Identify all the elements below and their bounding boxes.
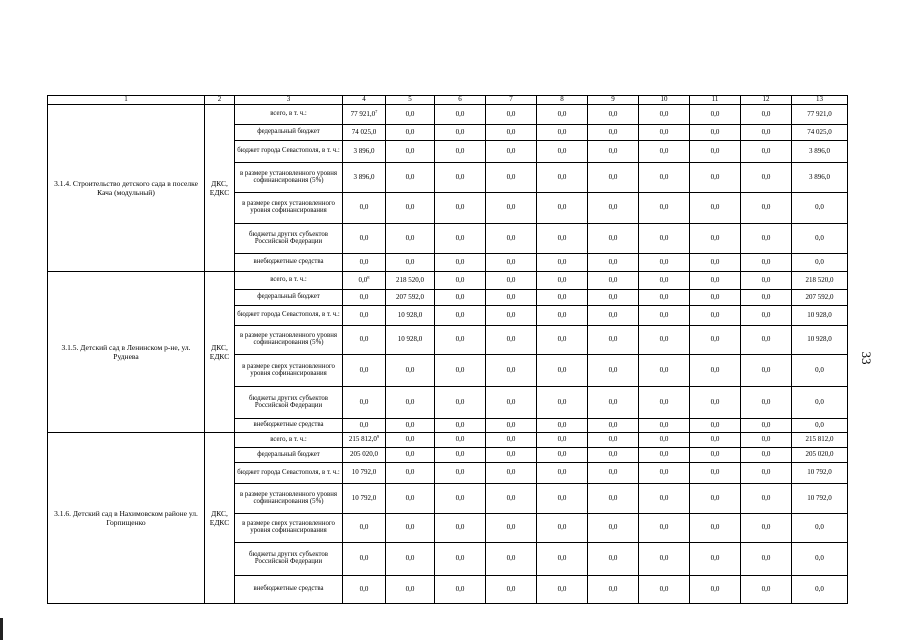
project-name: 3.1.4. Строительство детского сада в поселке Кача (модульный) — [48, 105, 205, 272]
funding-source: в размере сверх установленного уровня софинансирования — [235, 193, 343, 224]
value-cell: 0,0 — [537, 141, 588, 163]
value-cell: 0,0 — [537, 448, 588, 463]
value-cell: 0,0 — [386, 105, 435, 125]
value-cell: 0,0 — [386, 125, 435, 141]
value-cell: 0,0 — [537, 463, 588, 484]
value-text: 0,0 — [359, 292, 369, 301]
value-cell: 0,0 — [588, 272, 639, 290]
value-cell: 0,0 — [386, 543, 435, 576]
value-cell: 0,0 — [588, 326, 639, 355]
funding-source: всего, в т. ч.: — [235, 105, 343, 125]
value-cell: 0,0 — [435, 125, 486, 141]
value-cell: 0,0 — [588, 290, 639, 306]
value-cell: 0,0 — [486, 163, 537, 193]
value-cell: 0,0 — [588, 463, 639, 484]
total-cell: 0,0 — [792, 543, 848, 576]
value-cell: 0,0 — [588, 484, 639, 514]
value-cell: 0,0 — [486, 193, 537, 224]
total-cell: 0,0 — [792, 419, 848, 433]
total-cell: 74 025,0 — [792, 125, 848, 141]
total-cell: 207 592,0 — [792, 290, 848, 306]
value-cell: 0,0 — [537, 125, 588, 141]
value-cell: 0,0 — [741, 448, 792, 463]
value-cell: 0,0 — [588, 306, 639, 326]
value-cell — [343, 355, 386, 387]
total-cell: 0,0 — [792, 224, 848, 254]
value-cell: 0,0 — [741, 433, 792, 448]
value-cell: 0,0 — [639, 484, 690, 514]
value-cell: 0,0 — [537, 543, 588, 576]
value-cell: 0,0 — [386, 576, 435, 604]
value-cell: 0,0 — [486, 419, 537, 433]
value-cell: 0,0 — [537, 105, 588, 125]
value-cell — [343, 543, 386, 576]
value-cell: 0,0 — [639, 105, 690, 125]
value-cell: 0,0 — [435, 433, 486, 448]
value-cell: 0,0 — [690, 125, 741, 141]
value-cell: 0,0 — [537, 290, 588, 306]
value-cell: 0,0 — [537, 355, 588, 387]
value-cell: 218 520,0 — [386, 272, 435, 290]
value-cell: 0,0 — [741, 254, 792, 272]
value-cell: 0,0 — [486, 463, 537, 484]
value-text: 0,0 — [359, 584, 369, 593]
value-cell — [343, 224, 386, 254]
total-cell: 10 792,0 — [792, 484, 848, 514]
value-cell: 0,0 — [690, 543, 741, 576]
value-text: 10 792,0 — [351, 493, 377, 502]
funding-source: бюджет города Севастополя, в т. ч.: — [235, 463, 343, 484]
value-cell: 0,0 — [639, 272, 690, 290]
value-cell: 0,0 — [639, 254, 690, 272]
value-cell: 0,0 — [537, 484, 588, 514]
value-cell: 0,0 — [741, 576, 792, 604]
value-cell: 0,0 — [486, 141, 537, 163]
funding-source: бюджет города Севастополя, в т. ч.: — [235, 141, 343, 163]
value-cell: 0,0 — [741, 326, 792, 355]
value-text: 0,0 — [359, 523, 369, 532]
value-cell: 0,0 — [639, 576, 690, 604]
total-cell: 10 792,0 — [792, 463, 848, 484]
total-cell: 0,0 — [792, 514, 848, 543]
value-cell: 0,0 — [537, 433, 588, 448]
value-cell: 0,0 — [741, 419, 792, 433]
total-cell: 10 928,0 — [792, 326, 848, 355]
value-cell: 0,0 — [486, 290, 537, 306]
total-cell: 10 928,0 — [792, 306, 848, 326]
value-cell: 0,0 — [741, 193, 792, 224]
value-cell: 0,0 — [741, 224, 792, 254]
value-cell: 0,0 — [486, 272, 537, 290]
footnote-mark: 7 — [375, 108, 378, 114]
value-cell: 0,0 — [435, 484, 486, 514]
value-cell: 0,0 — [435, 105, 486, 125]
total-cell: 215 812,0 — [792, 433, 848, 448]
page-number: 33 — [859, 351, 874, 365]
value-cell — [343, 448, 386, 463]
column-number: 10 — [639, 96, 690, 105]
value-text: 0,0 — [359, 365, 369, 374]
value-text: 0,0 — [359, 554, 369, 563]
total-cell: 0,0 — [792, 254, 848, 272]
column-number: 3 — [235, 96, 343, 105]
column-number: 6 — [435, 96, 486, 105]
funding-source: бюджеты других субъектов Российской Федерации — [235, 387, 343, 419]
value-cell: 0,0 — [386, 254, 435, 272]
funding-source: в размере сверх установленного уровня софинансирования — [235, 514, 343, 543]
value-cell — [343, 463, 386, 484]
value-cell — [343, 290, 386, 306]
value-cell: 0,0 — [588, 254, 639, 272]
column-number: 12 — [741, 96, 792, 105]
value-cell: 0,0 — [537, 193, 588, 224]
value-cell: 0,0 — [690, 163, 741, 193]
value-cell: 0,0 — [690, 326, 741, 355]
value-cell: 0,0 — [486, 448, 537, 463]
value-cell: 0,0 — [588, 514, 639, 543]
value-cell: 0,0 — [537, 306, 588, 326]
value-cell: 0,0 — [588, 163, 639, 193]
funding-source: в размере сверх установленного уровня софинансирования — [235, 355, 343, 387]
column-number: 11 — [690, 96, 741, 105]
value-cell — [343, 254, 386, 272]
value-text: 205 020,0 — [350, 450, 378, 459]
table-row — [48, 272, 848, 290]
value-cell: 0,0 — [537, 514, 588, 543]
total-cell: 77 921,0 — [792, 105, 848, 125]
value-text: 0,0 — [359, 335, 369, 344]
value-cell: 0,0 — [435, 224, 486, 254]
value-cell: 0,0 — [486, 355, 537, 387]
column-number: 2 — [205, 96, 235, 105]
value-cell: 0,0 — [386, 387, 435, 419]
value-cell: 0,0 — [639, 433, 690, 448]
value-cell: 0,0 — [486, 543, 537, 576]
value-text: 3 896,0 — [353, 146, 375, 155]
column-number: 1 — [48, 96, 205, 105]
value-cell: 0,0 — [435, 543, 486, 576]
value-cell: 0,0 — [741, 105, 792, 125]
funding-source: внебюджетные средства — [235, 254, 343, 272]
value-cell — [343, 193, 386, 224]
value-cell: 0,0 — [386, 514, 435, 543]
value-cell: 0,0 — [386, 433, 435, 448]
value-text: 0,0 — [359, 203, 369, 212]
value-cell: 0,0 — [639, 163, 690, 193]
value-cell: 0,0 — [741, 125, 792, 141]
value-cell: 0,0 — [690, 290, 741, 306]
value-cell: 0,0 — [588, 105, 639, 125]
funding-source: федеральный бюджет — [235, 125, 343, 141]
project-name: 3.1.6. Детский сад в Нахимовском районе ул. Горпищенко — [48, 433, 205, 604]
value-cell: 0,0 — [741, 306, 792, 326]
value-cell: 0,0 — [639, 419, 690, 433]
value-cell: 0,0 — [639, 125, 690, 141]
value-cell: 0,0 — [741, 514, 792, 543]
value-cell: 0,0 — [690, 419, 741, 433]
value-cell — [343, 387, 386, 419]
value-cell: 0,0 — [386, 224, 435, 254]
footnote-mark: 9 — [376, 434, 380, 440]
value-cell: 0,0 — [486, 105, 537, 125]
value-cell: 0,0 — [639, 193, 690, 224]
value-cell: 0,0 — [690, 514, 741, 543]
value-cell: 0,0 — [639, 290, 690, 306]
value-text: 0,0 — [359, 420, 369, 429]
value-cell: 0,0 — [690, 448, 741, 463]
funding-source: в размере установленного уровня софинансирования (5%) — [235, 326, 343, 355]
value-text: 0,0 — [359, 310, 369, 319]
value-cell: 0,0 — [486, 254, 537, 272]
value-cell: 0,0 — [435, 448, 486, 463]
value-cell: 0,0 — [690, 141, 741, 163]
total-cell: 205 020,0 — [792, 448, 848, 463]
value-cell — [343, 272, 386, 290]
value-cell: 0,0 — [386, 163, 435, 193]
value-cell: 0,0 — [741, 484, 792, 514]
total-cell: 0,0 — [792, 387, 848, 419]
total-cell: 218 520,0 — [792, 272, 848, 290]
value-cell — [343, 163, 386, 193]
value-cell: 0,0 — [486, 306, 537, 326]
value-cell — [343, 141, 386, 163]
value-text: 10 792,0 — [351, 468, 377, 477]
value-cell: 0,0 — [588, 419, 639, 433]
value-cell: 10 928,0 — [386, 326, 435, 355]
value-cell: 0,0 — [486, 433, 537, 448]
value-text: 0,0 — [359, 233, 369, 242]
value-cell: 0,0 — [486, 125, 537, 141]
total-cell: 3 896,0 — [792, 141, 848, 163]
value-cell: 0,0 — [386, 141, 435, 163]
value-cell: 0,0 — [588, 448, 639, 463]
value-cell: 0,0 — [639, 326, 690, 355]
column-number: 9 — [588, 96, 639, 105]
total-cell: 3 896,0 — [792, 163, 848, 193]
value-cell: 0,0 — [435, 254, 486, 272]
value-cell: 0,0 — [435, 514, 486, 543]
funding-source: федеральный бюджет — [235, 448, 343, 463]
value-cell: 0,0 — [588, 125, 639, 141]
value-cell: 0,0 — [690, 576, 741, 604]
value-text: 77 921,0 — [350, 109, 376, 118]
funding-source: внебюджетные средства — [235, 419, 343, 433]
value-cell: 0,0 — [435, 141, 486, 163]
value-cell: 0,0 — [486, 326, 537, 355]
column-number: 8 — [537, 96, 588, 105]
project-name: 3.1.5. Детский сад в Ленинском р-не, ул. Руднева — [48, 272, 205, 433]
value-cell: 0,0 — [690, 355, 741, 387]
column-number: 4 — [343, 96, 386, 105]
value-cell: 0,0 — [435, 387, 486, 419]
value-cell: 0,0 — [639, 514, 690, 543]
value-cell: 0,0 — [435, 193, 486, 224]
funding-source: в размере установленного уровня софинансирования (5%) — [235, 163, 343, 193]
value-text: 215 812,0 — [348, 435, 377, 444]
value-cell: 0,0 — [639, 224, 690, 254]
value-cell: 0,0 — [435, 419, 486, 433]
value-cell: 0,0 — [435, 163, 486, 193]
value-cell: 10 928,0 — [386, 306, 435, 326]
value-cell: 0,0 — [435, 355, 486, 387]
value-text: 74 025,0 — [351, 127, 377, 136]
value-cell: 0,0 — [486, 514, 537, 543]
value-cell — [343, 419, 386, 433]
value-cell: 0,0 — [741, 141, 792, 163]
funding-source: внебюджетные средства — [235, 576, 343, 604]
value-cell: 0,0 — [741, 543, 792, 576]
value-cell: 0,0 — [537, 419, 588, 433]
value-cell: 0,0 — [537, 163, 588, 193]
value-cell: 0,0 — [690, 306, 741, 326]
value-cell: 0,0 — [588, 224, 639, 254]
value-cell — [343, 514, 386, 543]
value-cell: 0,0 — [639, 463, 690, 484]
value-cell: 0,0 — [690, 433, 741, 448]
value-cell: 0,0 — [486, 576, 537, 604]
value-cell — [343, 125, 386, 141]
value-cell: 0,0 — [588, 355, 639, 387]
value-cell: 0,0 — [435, 290, 486, 306]
table-row — [48, 433, 848, 448]
table-row — [48, 105, 848, 125]
value-cell: 0,0 — [741, 272, 792, 290]
value-cell: 0,0 — [537, 387, 588, 419]
value-cell: 0,0 — [435, 326, 486, 355]
value-cell: 0,0 — [386, 355, 435, 387]
funding-source: всего, в т. ч.: — [235, 433, 343, 448]
value-cell: 0,0 — [690, 484, 741, 514]
value-cell: 0,0 — [690, 224, 741, 254]
value-cell: 0,0 — [486, 387, 537, 419]
total-cell: 0,0 — [792, 576, 848, 604]
value-cell — [343, 433, 386, 448]
table-body — [48, 96, 848, 604]
value-cell: 0,0 — [639, 306, 690, 326]
value-cell: 0,0 — [690, 105, 741, 125]
value-cell: 0,0 — [741, 163, 792, 193]
funding-source: в размере установленного уровня софинансирования (5%) — [235, 484, 343, 514]
value-cell: 0,0 — [435, 306, 486, 326]
value-text: 0,0 — [358, 275, 368, 284]
value-cell: 0,0 — [588, 387, 639, 419]
value-cell: 0,0 — [435, 463, 486, 484]
value-cell: 0,0 — [588, 193, 639, 224]
value-cell: 0,0 — [690, 387, 741, 419]
value-cell: 0,0 — [588, 141, 639, 163]
column-number: 13 — [792, 96, 848, 105]
funding-source: федеральный бюджет — [235, 290, 343, 306]
column-number-row — [48, 96, 848, 105]
funding-table — [47, 95, 848, 604]
value-cell — [343, 484, 386, 514]
value-cell: 0,0 — [690, 254, 741, 272]
funding-source: бюджет города Севастополя, в т. ч.: — [235, 306, 343, 326]
footnote-mark: 8 — [367, 274, 370, 280]
value-cell: 0,0 — [435, 576, 486, 604]
value-cell: 0,0 — [537, 576, 588, 604]
value-cell: 0,0 — [588, 433, 639, 448]
value-cell: 0,0 — [741, 463, 792, 484]
value-cell: 0,0 — [435, 272, 486, 290]
value-cell: 0,0 — [386, 448, 435, 463]
funding-source: всего, в т. ч.: — [235, 272, 343, 290]
value-cell: 207 592,0 — [386, 290, 435, 306]
value-cell: 0,0 — [741, 290, 792, 306]
value-cell: 0,0 — [486, 224, 537, 254]
value-cell: 0,0 — [537, 254, 588, 272]
total-cell: 0,0 — [792, 193, 848, 224]
total-cell: 0,0 — [792, 355, 848, 387]
value-cell: 0,0 — [588, 543, 639, 576]
funding-source: бюджеты других субъектов Российской Федерации — [235, 543, 343, 576]
funding-source: бюджеты других субъектов Российской Федерации — [235, 224, 343, 254]
column-number: 5 — [386, 96, 435, 105]
value-cell: 0,0 — [537, 272, 588, 290]
value-cell: 0,0 — [639, 543, 690, 576]
value-cell: 0,0 — [386, 419, 435, 433]
value-cell: 0,0 — [690, 463, 741, 484]
value-cell: 0,0 — [639, 355, 690, 387]
value-cell: 0,0 — [386, 484, 435, 514]
value-cell: 0,0 — [690, 272, 741, 290]
value-cell — [343, 326, 386, 355]
value-cell: 0,0 — [588, 576, 639, 604]
value-cell: 0,0 — [537, 224, 588, 254]
value-cell — [343, 105, 386, 125]
column-number: 7 — [486, 96, 537, 105]
value-cell: 0,0 — [537, 326, 588, 355]
value-cell — [343, 576, 386, 604]
value-cell: 0,0 — [386, 463, 435, 484]
value-text: 3 896,0 — [353, 172, 375, 181]
value-cell: 0,0 — [639, 448, 690, 463]
value-cell: 0,0 — [741, 387, 792, 419]
value-text: 0,0 — [359, 397, 369, 406]
project-executor: ДКС, ЕДКС — [205, 105, 235, 272]
value-cell: 0,0 — [741, 355, 792, 387]
value-cell: 0,0 — [639, 141, 690, 163]
value-text: 0,0 — [359, 257, 369, 266]
value-cell: 0,0 — [486, 484, 537, 514]
scan-edge-mark — [0, 618, 3, 640]
value-cell — [343, 306, 386, 326]
value-cell: 0,0 — [639, 387, 690, 419]
project-executor: ДКС, ЕДКС — [205, 433, 235, 604]
value-cell: 0,0 — [690, 193, 741, 224]
value-cell: 0,0 — [386, 193, 435, 224]
project-executor: ДКС, ЕДКС — [205, 272, 235, 433]
